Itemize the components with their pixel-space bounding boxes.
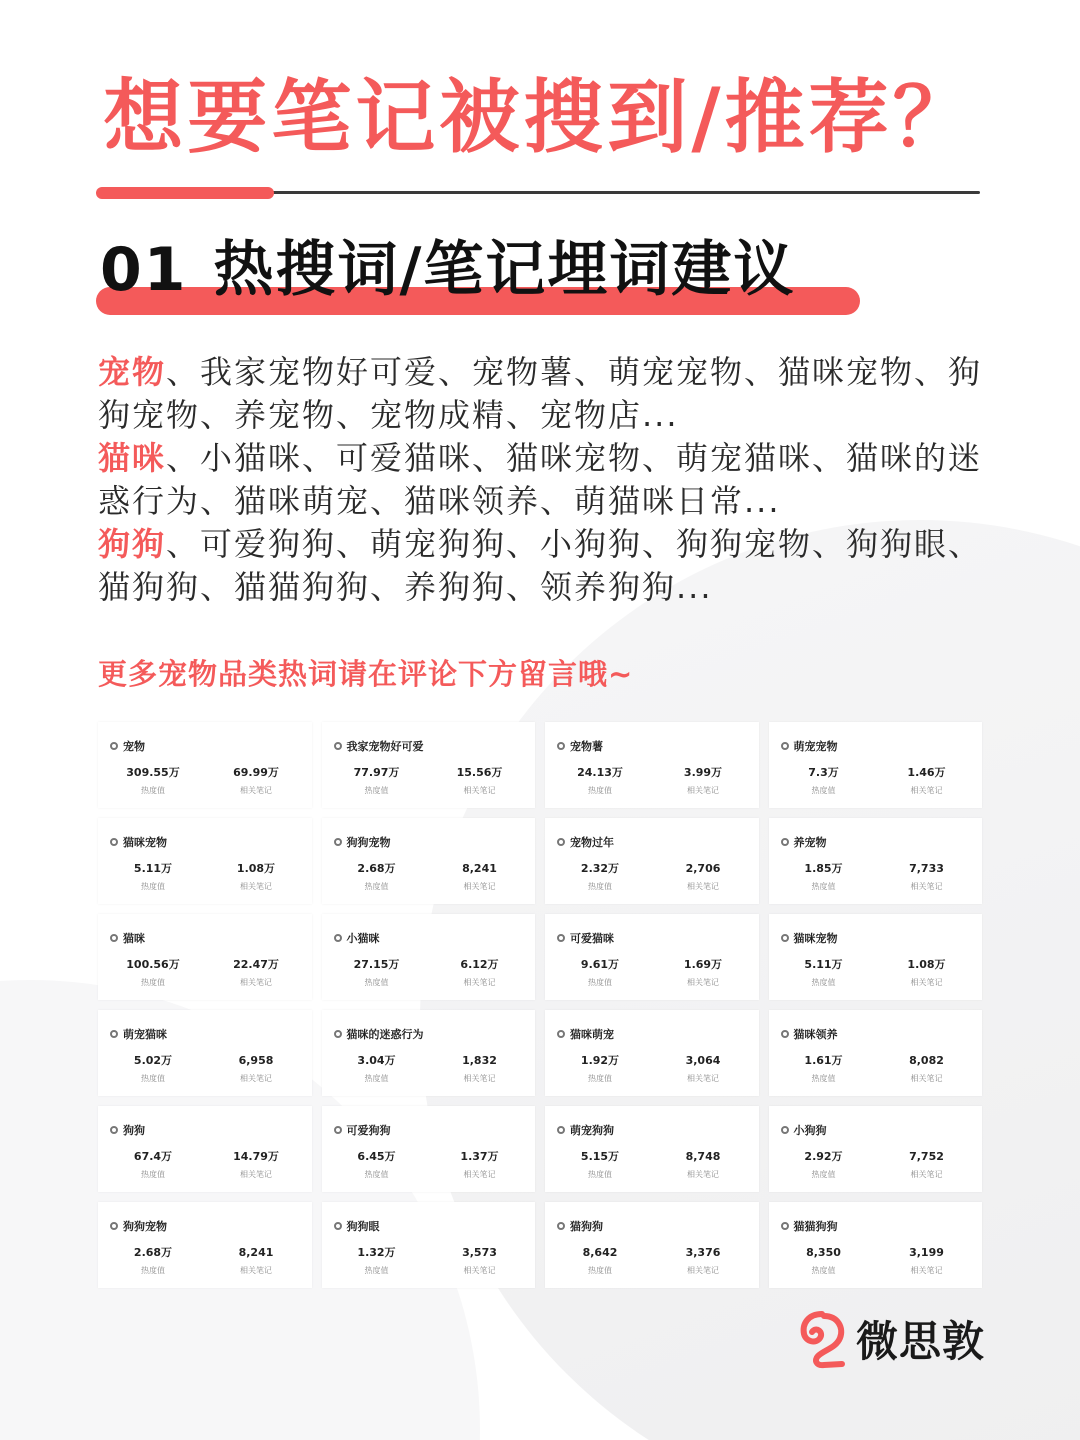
notes-value: 1.69万 <box>683 958 723 971</box>
notes-value: 69.99万 <box>233 766 279 779</box>
keyword-card[interactable] <box>322 1010 536 1096</box>
keyword-card-title <box>557 930 614 946</box>
logo-text: 微思敦 <box>856 1317 986 1366</box>
heat-value: 1.61万 <box>804 1054 843 1067</box>
heat-value: 2.32万 <box>580 862 620 875</box>
notes-value: 1.08万 <box>236 862 276 875</box>
keyword-card-name: 萌宠猫咪 <box>123 1028 167 1041</box>
notes-stat <box>887 958 967 988</box>
notes-value: 6.12万 <box>460 958 499 971</box>
title-divider-accent <box>96 187 274 199</box>
keyword-card-name: 可爱猫咪 <box>570 932 614 945</box>
keyword-card-name: 小狗狗 <box>793 1124 827 1137</box>
notes-value: 14.79万 <box>233 1150 279 1163</box>
keyword-group-items: 、我家宠物好可爱、宠物薯、萌宠宠物、猫咪宠物、狗狗宠物、养宠物、宠物成精、宠物店... <box>98 353 983 434</box>
circle-dot-icon <box>557 934 565 942</box>
keyword-card-title <box>781 834 827 850</box>
notes-label: 相关笔记 <box>687 882 719 891</box>
heat-value: 6.45万 <box>357 1150 396 1163</box>
notes-value: 3,064 <box>685 1054 721 1067</box>
notes-value: 3,199 <box>909 1246 944 1259</box>
heat-value: 8,642 <box>582 1246 618 1259</box>
circle-dot-icon <box>557 1030 565 1038</box>
heat-label: 热度值 <box>141 1170 165 1179</box>
keyword-card[interactable] <box>322 1106 536 1192</box>
keyword-card-title <box>557 834 614 850</box>
notes-label: 相关笔记 <box>910 882 943 891</box>
circle-dot-icon <box>557 742 565 750</box>
notes-stat <box>887 1246 967 1276</box>
heat-stat <box>337 1246 417 1276</box>
notes-label: 相关笔记 <box>910 786 943 795</box>
heat-stat <box>560 958 640 988</box>
notes-stat <box>440 1246 520 1276</box>
notes-stat <box>663 1054 743 1084</box>
keyword-card-name: 猫咪宠物 <box>123 836 167 849</box>
notes-stat <box>216 862 296 892</box>
notes-label: 相关笔记 <box>240 882 272 891</box>
keyword-card[interactable] <box>98 1106 312 1192</box>
keyword-card[interactable] <box>98 818 312 904</box>
keyword-group-head: 狗狗 <box>98 525 167 563</box>
keyword-card-title <box>110 930 145 946</box>
keyword-group-head: 猫咪 <box>98 439 167 477</box>
keyword-card-title <box>110 1122 145 1138</box>
notes-label: 相关笔记 <box>687 786 719 795</box>
notes-value: 1.08万 <box>907 958 946 971</box>
heat-value: 309.55万 <box>126 766 180 779</box>
circle-dot-icon <box>781 1222 789 1230</box>
keyword-card[interactable] <box>98 914 312 1000</box>
notes-stat <box>440 1054 520 1084</box>
keyword-card-name: 宠物过年 <box>570 836 614 849</box>
notes-label: 相关笔记 <box>240 1170 272 1179</box>
heat-label: 热度值 <box>811 1074 836 1083</box>
heat-label: 热度值 <box>588 786 612 795</box>
keyword-list <box>98 351 988 609</box>
keyword-card-name: 猫猫狗狗 <box>793 1220 838 1233</box>
keyword-card-title <box>781 1122 827 1138</box>
circle-dot-icon <box>781 1126 789 1134</box>
heat-value: 2.68万 <box>133 1246 173 1259</box>
notes-stat <box>887 862 967 892</box>
keyword-card-name: 小猫咪 <box>346 932 380 945</box>
keyword-card-title <box>334 1218 380 1234</box>
keyword-card-name: 萌宠宠物 <box>793 740 838 753</box>
circle-dot-icon <box>781 934 789 942</box>
notes-stat <box>887 1054 967 1084</box>
notes-value: 8,082 <box>909 1054 944 1067</box>
heat-stat <box>337 766 417 796</box>
heat-value: 77.97万 <box>353 766 400 779</box>
heat-stat <box>784 1150 864 1180</box>
keyword-card[interactable] <box>769 722 983 808</box>
notes-stat <box>216 1150 296 1180</box>
section-title-text: 热搜词/笔记埋词建议 <box>213 235 796 305</box>
keyword-card-title <box>557 738 603 754</box>
keyword-card-name: 狗狗宠物 <box>346 836 391 849</box>
keyword-card-name: 可爱狗狗 <box>346 1124 391 1137</box>
notes-label: 相关笔记 <box>240 786 272 795</box>
keyword-card-title <box>334 834 391 850</box>
keyword-card-title <box>781 738 838 754</box>
notes-value: 22.47万 <box>233 958 279 971</box>
heat-stat <box>560 766 640 796</box>
keyword-card-title <box>557 1122 614 1138</box>
keyword-group-pets <box>98 351 988 437</box>
keyword-card[interactable] <box>769 818 983 904</box>
circle-dot-icon <box>334 1030 342 1038</box>
heat-stat <box>784 1246 864 1276</box>
circle-dot-icon <box>334 838 342 846</box>
circle-dot-icon <box>557 838 565 846</box>
heat-label: 热度值 <box>364 882 389 891</box>
notes-stat <box>216 1054 296 1084</box>
keyword-card-name: 萌宠狗狗 <box>570 1124 614 1137</box>
heat-label: 热度值 <box>588 1170 612 1179</box>
notes-label: 相关笔记 <box>463 1266 496 1275</box>
heat-label: 热度值 <box>811 978 836 987</box>
heat-label: 热度值 <box>364 786 389 795</box>
heat-stat <box>113 958 193 988</box>
keyword-card-row <box>98 818 982 904</box>
keyword-card-name: 猫咪的迷惑行为 <box>346 1028 424 1041</box>
heat-stat <box>337 862 417 892</box>
keyword-card[interactable] <box>769 914 983 1000</box>
heat-label: 热度值 <box>364 1170 389 1179</box>
keyword-card[interactable] <box>98 1010 312 1096</box>
notes-label: 相关笔记 <box>910 1074 943 1083</box>
keyword-card[interactable] <box>545 818 759 904</box>
heat-stat <box>560 862 640 892</box>
notes-value: 6,958 <box>238 1054 274 1067</box>
notes-label: 相关笔记 <box>910 1170 943 1179</box>
notes-label: 相关笔记 <box>463 1170 496 1179</box>
circle-dot-icon <box>110 742 118 750</box>
notes-label: 相关笔记 <box>240 978 272 987</box>
keyword-card[interactable] <box>322 914 536 1000</box>
heat-value: 5.15万 <box>580 1150 620 1163</box>
heat-label: 热度值 <box>811 882 836 891</box>
heat-label: 热度值 <box>141 1074 165 1083</box>
keyword-card-name: 我家宠物好可爱 <box>346 740 424 753</box>
heat-stat <box>784 766 864 796</box>
notes-label: 相关笔记 <box>463 882 496 891</box>
heat-label: 热度值 <box>141 1266 165 1275</box>
circle-dot-icon <box>110 838 118 846</box>
heat-stat <box>113 1150 193 1180</box>
keyword-card[interactable] <box>545 722 759 808</box>
keyword-card[interactable] <box>769 1010 983 1096</box>
notes-stat <box>663 1150 743 1180</box>
keyword-card[interactable] <box>98 1202 312 1288</box>
circle-dot-icon <box>110 1222 118 1230</box>
keyword-card-row <box>98 914 982 1000</box>
comment-cta: 更多宠物品类热词请在评论下方留言哦~ <box>98 657 634 691</box>
heat-value: 24.13万 <box>577 766 623 779</box>
circle-dot-icon <box>781 742 789 750</box>
keyword-group-items: 、可爱狗狗、萌宠狗狗、小狗狗、狗狗宠物、狗狗眼、猫狗狗、猫猫狗狗、养狗狗、领养狗狗... <box>98 525 983 606</box>
notes-value: 1,832 <box>462 1054 497 1067</box>
heat-label: 热度值 <box>364 1266 389 1275</box>
keyword-card-row <box>98 1010 982 1096</box>
keyword-card-name: 猫咪萌宠 <box>570 1028 614 1041</box>
keyword-card-title <box>334 738 424 754</box>
circle-dot-icon <box>557 1222 565 1230</box>
heat-label: 热度值 <box>811 786 836 795</box>
keyword-card[interactable] <box>322 1202 536 1288</box>
notes-value: 8,241 <box>238 1246 274 1259</box>
keyword-card-row <box>98 722 982 808</box>
heat-value: 3.04万 <box>357 1054 396 1067</box>
notes-value: 1.37万 <box>460 1150 499 1163</box>
circle-dot-icon <box>334 1126 342 1134</box>
notes-value: 8,748 <box>685 1150 721 1163</box>
notes-stat <box>887 766 967 796</box>
notes-stat <box>216 958 296 988</box>
notes-label: 相关笔记 <box>910 978 943 987</box>
logo-mark-icon <box>796 1308 848 1370</box>
notes-label: 相关笔记 <box>910 1266 943 1275</box>
notes-label: 相关笔记 <box>687 1074 719 1083</box>
heat-stat <box>337 958 417 988</box>
heat-value: 1.92万 <box>580 1054 620 1067</box>
notes-label: 相关笔记 <box>687 1170 719 1179</box>
keyword-card[interactable] <box>545 1010 759 1096</box>
heat-stat <box>784 1054 864 1084</box>
notes-stat <box>216 1246 296 1276</box>
heat-value: 27.15万 <box>353 958 400 971</box>
notes-label: 相关笔记 <box>687 978 719 987</box>
keyword-card-title <box>110 834 167 850</box>
notes-label: 相关笔记 <box>463 978 496 987</box>
heat-value: 2.92万 <box>804 1150 843 1163</box>
notes-value: 3,573 <box>462 1246 497 1259</box>
keyword-card[interactable] <box>98 722 312 808</box>
keyword-card-title <box>781 930 838 946</box>
heat-stat <box>560 1246 640 1276</box>
keyword-card-row <box>98 1106 982 1192</box>
circle-dot-icon <box>334 1222 342 1230</box>
heat-label: 热度值 <box>588 882 612 891</box>
notes-stat <box>440 766 520 796</box>
keyword-card[interactable] <box>769 1202 983 1288</box>
heat-value: 5.11万 <box>133 862 173 875</box>
circle-dot-icon <box>781 838 789 846</box>
keyword-card[interactable] <box>545 1202 759 1288</box>
heat-label: 热度值 <box>141 786 165 795</box>
keyword-card-title <box>110 738 145 754</box>
keyword-card-title <box>334 930 380 946</box>
heat-stat <box>560 1150 640 1180</box>
circle-dot-icon <box>557 1126 565 1134</box>
heat-stat <box>337 1054 417 1084</box>
heat-label: 热度值 <box>588 978 612 987</box>
notes-value: 15.56万 <box>456 766 503 779</box>
keyword-card-title <box>110 1026 167 1042</box>
heat-value: 8,350 <box>806 1246 841 1259</box>
section-title <box>100 232 795 308</box>
heat-stat <box>113 862 193 892</box>
keyword-group-items: 、小猫咪、可爱猫咪、猫咪宠物、萌宠猫咪、猫咪的迷惑行为、猫咪萌宠、猫咪领养、萌猫咪日常... <box>98 439 983 520</box>
keyword-card-name: 猫狗狗 <box>570 1220 603 1233</box>
heat-stat <box>113 1246 193 1276</box>
section-number: 01 <box>100 235 188 305</box>
keyword-card-name: 宠物薯 <box>570 740 603 753</box>
heat-label: 热度值 <box>141 978 165 987</box>
keyword-card[interactable] <box>769 1106 983 1192</box>
keyword-card-name: 宠物 <box>123 740 145 753</box>
keyword-card-title <box>334 1026 424 1042</box>
notes-label: 相关笔记 <box>240 1266 272 1275</box>
keyword-card[interactable] <box>322 722 536 808</box>
heat-value: 7.3万 <box>808 766 839 779</box>
notes-stat <box>440 862 520 892</box>
notes-value: 7,733 <box>909 862 944 875</box>
heat-value: 5.02万 <box>133 1054 173 1067</box>
keyword-card-name: 猫咪宠物 <box>793 932 838 945</box>
notes-value: 7,752 <box>909 1150 944 1163</box>
heat-label: 热度值 <box>588 1266 612 1275</box>
keyword-group-dogs <box>98 523 988 609</box>
notes-value: 3,376 <box>685 1246 721 1259</box>
keyword-card-title <box>557 1218 603 1234</box>
keyword-card-name: 猫咪 <box>123 932 145 945</box>
keyword-card[interactable] <box>545 914 759 1000</box>
heat-label: 热度值 <box>811 1170 836 1179</box>
circle-dot-icon <box>110 934 118 942</box>
notes-value: 1.46万 <box>907 766 946 779</box>
notes-stat <box>663 862 743 892</box>
heat-value: 9.61万 <box>580 958 620 971</box>
circle-dot-icon <box>781 1030 789 1038</box>
heat-value: 2.68万 <box>357 862 396 875</box>
heat-stat <box>113 1054 193 1084</box>
heat-stat <box>560 1054 640 1084</box>
heat-value: 67.4万 <box>133 1150 173 1163</box>
circle-dot-icon <box>334 934 342 942</box>
brand-logo <box>796 1308 985 1370</box>
notes-value: 3.99万 <box>683 766 723 779</box>
notes-value: 2,706 <box>685 862 721 875</box>
circle-dot-icon <box>110 1030 118 1038</box>
heat-stat <box>337 1150 417 1180</box>
keyword-card-title <box>781 1218 838 1234</box>
notes-stat <box>663 1246 743 1276</box>
heat-label: 热度值 <box>811 1266 836 1275</box>
main-title: 想要笔记被搜到/推荐？ <box>103 71 977 164</box>
notes-stat <box>440 1150 520 1180</box>
keyword-card-name: 养宠物 <box>793 836 827 849</box>
heat-value: 5.11万 <box>804 958 843 971</box>
keyword-card-name: 猫咪领养 <box>793 1028 838 1041</box>
heat-stat <box>784 862 864 892</box>
circle-dot-icon <box>110 1126 118 1134</box>
heat-label: 热度值 <box>364 1074 389 1083</box>
keyword-group-head: 宠物 <box>98 353 167 391</box>
keyword-card-name: 狗狗宠物 <box>123 1220 167 1233</box>
heat-value: 1.32万 <box>357 1246 396 1259</box>
keyword-card-name: 狗狗 <box>123 1124 145 1137</box>
notes-label: 相关笔记 <box>687 1266 719 1275</box>
notes-stat <box>887 1150 967 1180</box>
notes-label: 相关笔记 <box>463 1074 496 1083</box>
heat-label: 热度值 <box>141 882 165 891</box>
notes-label: 相关笔记 <box>463 786 496 795</box>
notes-stat <box>663 766 743 796</box>
keyword-card-title <box>110 1218 167 1234</box>
notes-stat <box>663 958 743 988</box>
notes-label: 相关笔记 <box>240 1074 272 1083</box>
circle-dot-icon <box>334 742 342 750</box>
keyword-card[interactable] <box>545 1106 759 1192</box>
heat-stat <box>784 958 864 988</box>
notes-stat <box>440 958 520 988</box>
keyword-card-row <box>98 1202 982 1288</box>
keyword-card-title <box>781 1026 838 1042</box>
heat-label: 热度值 <box>364 978 389 987</box>
heat-label: 热度值 <box>588 1074 612 1083</box>
notes-value: 8,241 <box>462 862 497 875</box>
keyword-card[interactable] <box>322 818 536 904</box>
keyword-group-cats <box>98 437 988 523</box>
heat-value: 1.85万 <box>804 862 843 875</box>
hot-keyword-grid <box>98 722 982 1298</box>
keyword-card-title <box>557 1026 614 1042</box>
heat-stat <box>113 766 193 796</box>
keyword-card-title <box>334 1122 391 1138</box>
heat-value: 100.56万 <box>126 958 180 971</box>
keyword-card-name: 狗狗眼 <box>346 1220 380 1233</box>
notes-stat <box>216 766 296 796</box>
